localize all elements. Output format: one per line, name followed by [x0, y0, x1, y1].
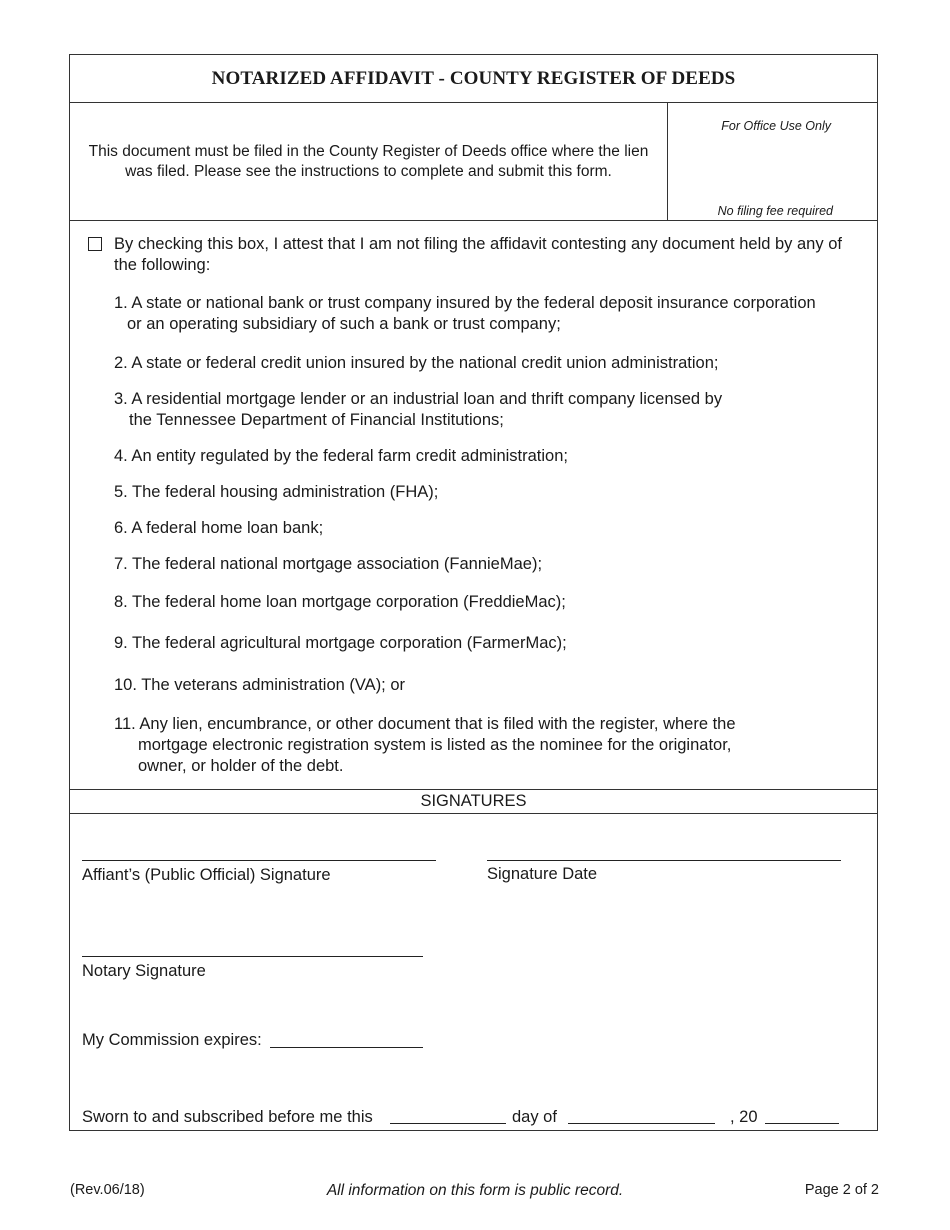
list-item-8 [114, 592, 854, 613]
no-fee-label: No filing fee required [717, 204, 833, 218]
list-item-7 [114, 554, 854, 575]
office-use-label: For Office Use Only [721, 119, 831, 133]
sworn-day-of-label: day of [512, 1108, 557, 1126]
revision-label: (Rev.06/18) [70, 1182, 145, 1198]
list-item-text: or an operating subsidiary of such a bank or trust company; [127, 315, 561, 333]
signature-date-label: Signature Date [487, 865, 598, 883]
intro-row [70, 103, 877, 221]
list-item-text: 10. The veterans administration (VA); or [114, 676, 406, 694]
list-item-4 [114, 446, 854, 467]
signature-date-line[interactable] [487, 860, 841, 861]
list-item-text: 7. The federal national mortgage association (FannieMae); [114, 555, 543, 573]
list-item-6 [114, 518, 854, 539]
intro-text: This document must be filed in the County Register of Deeds office where the lien was filed. Please see the instructions to complete and submit this form. [70, 103, 668, 220]
page-number: Page 2 of 2 [804, 1182, 879, 1198]
sworn-month-line[interactable] [568, 1123, 715, 1124]
list-item-10 [114, 675, 854, 696]
sworn-day-line[interactable] [390, 1123, 506, 1124]
list-item-1 [114, 293, 854, 335]
list-item-text: 9. The federal agricultural mortgage corporation (FarmerMac); [114, 634, 567, 652]
sworn-prefix-label: Sworn to and subscribed before me this [82, 1108, 373, 1126]
list-item-text: 6. A federal home loan bank; [114, 519, 324, 537]
list-item-3 [114, 389, 854, 431]
list-item-text: owner, or holder of the debt. [138, 757, 344, 775]
list-item-text: the Tennessee Department of Financial Institutions; [129, 411, 504, 429]
notary-signature-line[interactable] [82, 956, 423, 957]
attest-text: By checking this box, I attest that I am not filing the affidavit contesting any document held by any of the following: [114, 235, 842, 274]
list-item-text: 5. The federal housing administration (FHA); [114, 483, 439, 501]
commission-expires-label: My Commission expires: [82, 1031, 262, 1049]
list-item-text: 3. A residential mortgage lender or an industrial loan and thrift company licensed by [114, 390, 723, 408]
list-item-2 [114, 353, 854, 374]
sworn-year-line[interactable] [765, 1123, 839, 1124]
signatures-header-label: SIGNATURES [420, 792, 527, 810]
list-item-text: 4. An entity regulated by the federal farm credit administration; [114, 447, 568, 465]
sworn-year-label: , 20 [730, 1108, 758, 1126]
attest-checkbox[interactable] [88, 237, 102, 251]
list-item-text: 8. The federal home loan mortgage corporation (FreddieMac); [114, 593, 566, 611]
list-item-9 [114, 633, 854, 654]
affidavit-form [69, 54, 878, 1131]
affiant-signature-line[interactable] [82, 860, 436, 861]
list-item-11 [114, 714, 854, 777]
list-item-5 [114, 482, 854, 503]
list-item-text: 2. A state or federal credit union insured by the national credit union administration; [114, 354, 719, 372]
commission-expires-line[interactable] [270, 1047, 423, 1048]
list-item-text: 1. A state or national bank or trust company insured by the federal deposit insurance corporation [114, 294, 816, 312]
signatures-header [70, 789, 877, 814]
list-item-text: mortgage electronic registration system is listed as the nominee for the originator, [138, 736, 732, 754]
affiant-signature-label: Affiant’s (Public Official) Signature [82, 866, 331, 884]
form-title: NOTARIZED AFFIDAVIT - COUNTY REGISTER OF DEEDS [211, 67, 736, 89]
list-item-text: 11. Any lien, encumbrance, or other document that is filed with the register, where the [114, 715, 736, 733]
title-row [70, 55, 877, 103]
public-record-notice: All information on this form is public record. [326, 1182, 624, 1199]
notary-signature-label: Notary Signature [82, 962, 206, 980]
